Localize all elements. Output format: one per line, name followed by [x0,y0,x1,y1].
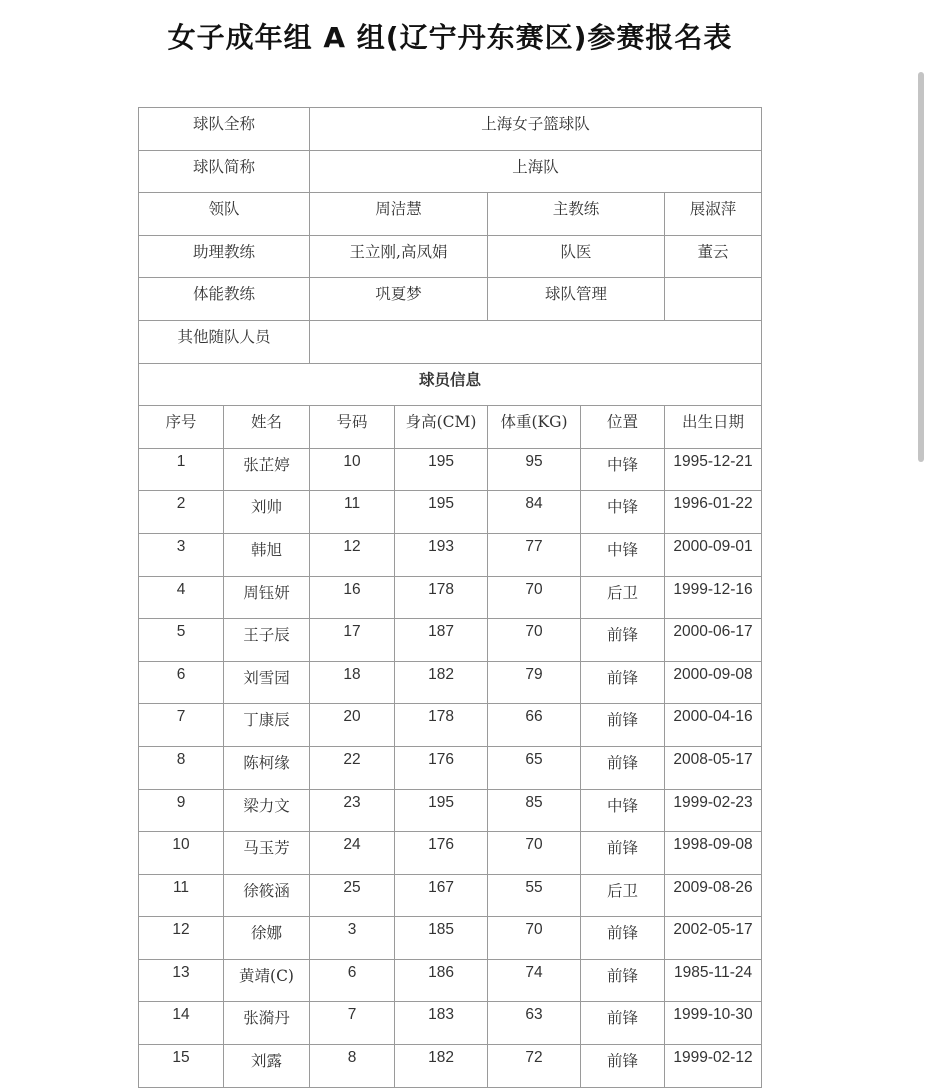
player-index: 1 [139,448,224,491]
player-name: 韩旭 [224,533,310,576]
player-index: 15 [139,1045,224,1088]
assistant-coach-label: 助理教练 [139,235,310,278]
player-index: 9 [139,789,224,832]
player-height: 187 [395,619,488,662]
player-jersey: 24 [310,832,395,875]
player-birthdate: 2000-06-17 [665,619,762,662]
player-height: 195 [395,491,488,534]
assistant-coach-value: 王立刚,高凤娟 [310,235,488,278]
head-coach-label: 主教练 [488,193,665,236]
player-index: 7 [139,704,224,747]
player-row [139,704,762,747]
player-weight: 72 [488,1045,581,1088]
player-row [139,746,762,789]
player-weight: 63 [488,1002,581,1045]
player-position: 中锋 [581,491,665,534]
player-birthdate: 2002-05-17 [665,917,762,960]
player-birthdate: 1995-12-21 [665,448,762,491]
player-height: 178 [395,704,488,747]
player-weight: 65 [488,746,581,789]
player-row [139,448,762,491]
player-birthdate: 1985-11-24 [665,959,762,1002]
team-manager-label: 球队管理 [488,278,665,321]
player-name: 刘帅 [224,491,310,534]
player-row [139,789,762,832]
player-row [139,533,762,576]
player-weight: 55 [488,874,581,917]
player-name: 丁康辰 [224,704,310,747]
player-position: 前锋 [581,959,665,1002]
player-index: 14 [139,1002,224,1045]
column-header-row [139,406,762,449]
player-jersey: 7 [310,1002,395,1045]
col-header-position: 位置 [581,406,665,449]
player-name: 陈柯缘 [224,746,310,789]
player-weight: 85 [488,789,581,832]
player-position: 前锋 [581,832,665,875]
player-birthdate: 2000-04-16 [665,704,762,747]
player-position: 前锋 [581,704,665,747]
player-name: 梁力文 [224,789,310,832]
player-jersey: 17 [310,619,395,662]
player-index: 12 [139,917,224,960]
player-row [139,619,762,662]
player-jersey: 3 [310,917,395,960]
registration-table [138,107,762,1088]
player-jersey: 12 [310,533,395,576]
player-position: 中锋 [581,448,665,491]
player-birthdate: 1999-02-23 [665,789,762,832]
other-staff-label: 其他随队人员 [139,320,310,363]
player-weight: 70 [488,832,581,875]
col-header-height: 身高(CM) [395,406,488,449]
player-name: 刘露 [224,1045,310,1088]
player-birthdate: 1998-09-08 [665,832,762,875]
team-full-name-value: 上海女子篮球队 [310,108,762,151]
player-height: 185 [395,917,488,960]
player-position: 前锋 [581,1002,665,1045]
player-jersey: 8 [310,1045,395,1088]
player-row [139,1045,762,1088]
player-index: 8 [139,746,224,789]
vertical-scrollbar[interactable] [914,0,928,990]
player-index: 11 [139,874,224,917]
team-short-name-label: 球队简称 [139,150,310,193]
player-index: 6 [139,661,224,704]
player-weight: 70 [488,576,581,619]
player-row [139,491,762,534]
player-jersey: 10 [310,448,395,491]
team-short-name-value: 上海队 [310,150,762,193]
team-doctor-label: 队医 [488,235,665,278]
team-full-name-label: 球队全称 [139,108,310,151]
player-height: 176 [395,746,488,789]
player-row [139,576,762,619]
player-row [139,832,762,875]
player-weight: 95 [488,448,581,491]
player-row [139,959,762,1002]
player-index: 10 [139,832,224,875]
player-birthdate: 2000-09-08 [665,661,762,704]
player-birthdate: 1999-10-30 [665,1002,762,1045]
player-height: 193 [395,533,488,576]
player-position: 中锋 [581,789,665,832]
player-index: 13 [139,959,224,1002]
scrollbar-thumb[interactable] [918,72,924,462]
document-title: 女子成年组 A 组(辽宁丹东赛区)参赛报名表 [167,21,733,54]
player-jersey: 20 [310,704,395,747]
player-height: 183 [395,1002,488,1045]
other-staff-row [139,320,762,363]
player-name: 王子辰 [224,619,310,662]
player-position: 中锋 [581,533,665,576]
player-position: 前锋 [581,1045,665,1088]
player-jersey: 18 [310,661,395,704]
player-name: 张芷婷 [224,448,310,491]
player-jersey: 22 [310,746,395,789]
team-manager-value [665,278,762,321]
player-name: 马玉芳 [224,832,310,875]
player-weight: 70 [488,619,581,662]
player-birthdate: 2008-05-17 [665,746,762,789]
fitness-row [139,278,762,321]
player-jersey: 11 [310,491,395,534]
team-doctor-value: 董云 [665,235,762,278]
player-height: 167 [395,874,488,917]
other-staff-value [310,320,762,363]
player-weight: 79 [488,661,581,704]
col-header-jersey: 号码 [310,406,395,449]
player-birthdate: 1996-01-22 [665,491,762,534]
player-height: 178 [395,576,488,619]
player-weight: 74 [488,959,581,1002]
player-index: 2 [139,491,224,534]
players-section-title: 球员信息 [139,363,762,406]
player-name: 徐筱涵 [224,874,310,917]
head-coach-value: 展淑萍 [665,193,762,236]
player-birthdate: 2009-08-26 [665,874,762,917]
player-row [139,874,762,917]
player-position: 前锋 [581,661,665,704]
player-height: 176 [395,832,488,875]
player-position: 后卫 [581,576,665,619]
player-birthdate: 1999-02-12 [665,1045,762,1088]
player-name: 刘雪园 [224,661,310,704]
col-header-name: 姓名 [224,406,310,449]
col-header-birthdate: 出生日期 [665,406,762,449]
player-position: 前锋 [581,746,665,789]
fitness-coach-label: 体能教练 [139,278,310,321]
player-jersey: 16 [310,576,395,619]
player-height: 195 [395,448,488,491]
leader-row [139,193,762,236]
player-row [139,1002,762,1045]
team-short-name-row [139,150,762,193]
leader-value: 周洁慧 [310,193,488,236]
assistant-row [139,235,762,278]
player-name: 徐娜 [224,917,310,960]
player-position: 前锋 [581,917,665,960]
fitness-coach-value: 巩夏梦 [310,278,488,321]
leader-label: 领队 [139,193,310,236]
player-weight: 70 [488,917,581,960]
player-jersey: 23 [310,789,395,832]
player-weight: 66 [488,704,581,747]
player-height: 186 [395,959,488,1002]
player-height: 182 [395,1045,488,1088]
team-full-name-row [139,108,762,151]
player-height: 195 [395,789,488,832]
player-position: 后卫 [581,874,665,917]
player-jersey: 6 [310,959,395,1002]
player-index: 3 [139,533,224,576]
player-index: 4 [139,576,224,619]
col-header-number: 序号 [139,406,224,449]
player-weight: 77 [488,533,581,576]
player-row [139,917,762,960]
player-birthdate: 1999-12-16 [665,576,762,619]
player-birthdate: 2000-09-01 [665,533,762,576]
player-weight: 84 [488,491,581,534]
col-header-weight: 体重(KG) [488,406,581,449]
player-name: 周钰妍 [224,576,310,619]
player-name: 黄靖(C) [224,959,310,1002]
player-name: 张漪丹 [224,1002,310,1045]
player-index: 5 [139,619,224,662]
player-position: 前锋 [581,619,665,662]
players-section-row [139,363,762,406]
player-height: 182 [395,661,488,704]
player-jersey: 25 [310,874,395,917]
player-row [139,661,762,704]
